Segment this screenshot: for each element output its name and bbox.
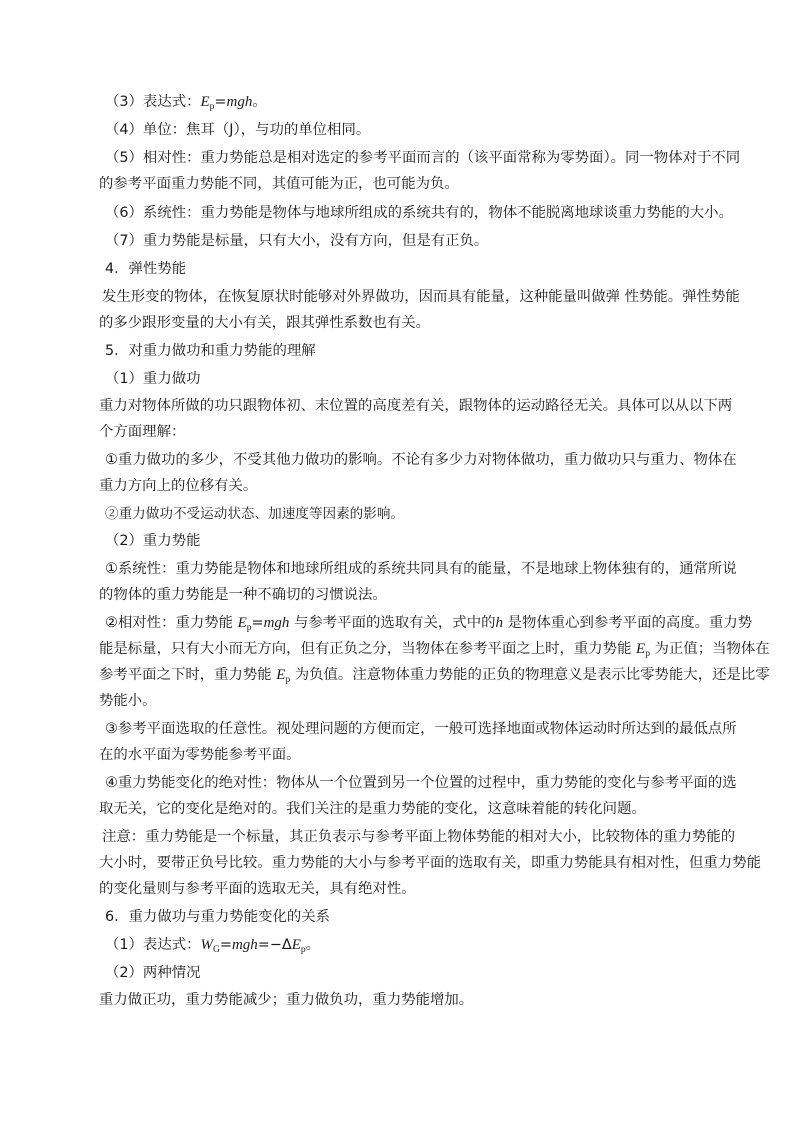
formula-ep-mgh: $E_p=mgh$ bbox=[237, 615, 290, 633]
section-6-expression: （1）表达式：$W_G=mgh=-\Delta E_p$。 bbox=[105, 937, 321, 955]
subsection-gravity-work: （1）重力做功 bbox=[105, 371, 201, 387]
item-4: （4）单位：焦耳（J），与功的单位相同。 bbox=[105, 122, 371, 138]
formula-wg: $W_G=mgh=-\Delta E_p$ bbox=[200, 937, 306, 955]
relativity-line-4: 势能小。 bbox=[99, 693, 157, 709]
system-line-1: ①系统性：重力势能是物体和地球所组成的系统共同具有的能量，不是地球上物体独有的，通常所说 bbox=[105, 561, 737, 577]
symbol-ep: $E_p$ bbox=[636, 641, 650, 659]
symbol-h: h bbox=[495, 615, 503, 631]
point-1-line-1: ①重力做功的多少，不受其他力做功的影响。不论有多少力对物体做功，重力做功只与重力、物体在 bbox=[105, 452, 737, 468]
subsection-potential-energy: （2）重力势能 bbox=[105, 533, 201, 549]
note-line-1: 注意：重力势能是一个标量，其正负表示与参考平面上物体势能的相对大小，比较物体的重力势能的 bbox=[102, 829, 736, 845]
section-6-heading: 6．重力做功与重力势能变化的关系 bbox=[105, 909, 331, 925]
note-line-2: 大小时，要带正负号比较。重力势能的大小与参考平面的选取有关，即重力势能具有相对性，但重力势能 bbox=[99, 855, 761, 871]
section-4-heading: 4．弹性势能 bbox=[105, 261, 187, 277]
relativity-line-2: 能是标量，只有大小而无方向，但有正负之分，当物体在参考平面之上时，重力势能 $E_p$ 为正值；当物体在 bbox=[99, 641, 770, 659]
system-line-2: 的物体的重力势能是一种不确切的习惯说法。 bbox=[99, 587, 387, 603]
item-6: （6）系统性：重力势能是物体与地球所组成的系统共有的，物体不能脱离地球谈重力势能的大小。 bbox=[105, 205, 733, 221]
section-4-body-line-2: 的多少跟形变量的大小有关，跟其弹性系数也有关。 bbox=[99, 315, 430, 331]
section-6-cases: （2）两种情况 bbox=[105, 965, 201, 981]
note-line-3: 的变化量则与参考平面的选取无关，具有绝对性。 bbox=[99, 881, 416, 897]
item-5-line-2: 的参考平面重力势能不同，其值可能为正，也可能为负。 bbox=[99, 176, 459, 192]
relativity-line-1: ②相对性：重力势能 $E_p=mgh$ 与参考平面的选取有关，式中的h 是物体重心到参考平面的高度。重力势 bbox=[105, 615, 753, 633]
formula-ep-mgh: $E_p=mgh$ bbox=[200, 94, 253, 112]
gravity-work-line-2: 个方面理解： bbox=[99, 424, 186, 440]
section-6-body: 重力做正功，重力势能减少；重力做负功，重力势能增加。 bbox=[99, 992, 474, 1008]
relativity-line-3: 参考平面之下时，重力势能 $E_p$ 为负值。注意物体重力势能的正负的物理意义是表示比零势能大，还是比零 bbox=[99, 667, 770, 685]
arbitrariness-line-1: ③参考平面选取的任意性。视处理问题的方便而定，一般可选择地面或物体运动时所达到的最低点所 bbox=[105, 721, 737, 737]
point-2: ②重力做功不受运动状态、加速度等因素的影响。 bbox=[105, 506, 405, 522]
absoluteness-line-1: ④重力势能变化的绝对性：物体从一个位置到另一个位置的过程中，重力势能的变化与参考平面的选 bbox=[105, 775, 737, 791]
arbitrariness-line-2: 在的水平面为零势能参考平面。 bbox=[99, 747, 301, 763]
item-7: （7）重力势能是标量，只有大小，没有方向，但是有正负。 bbox=[105, 233, 489, 249]
section-5-heading: 5．对重力做功和重力势能的理解 bbox=[105, 343, 316, 359]
item-5-line-1: （5）相对性：重力势能总是相对选定的参考平面而言的（该平面常称为零势面）。同一物体对于不同 bbox=[105, 150, 741, 166]
symbol-ep: $E_p$ bbox=[276, 667, 291, 685]
section-4-body-line-1: 发生形变的物体，在恢复原状时能够对外界做功，因而具有能量，这种能量叫做弹 性势能。弹性势能 bbox=[102, 289, 740, 305]
point-1-line-2: 重力方向上的位移有关。 bbox=[99, 478, 258, 494]
item-3: （3）表达式：$E_p=mgh$。 bbox=[105, 94, 267, 112]
gravity-work-line-1: 重力对物体所做的功只跟物体初、末位置的高度差有关，跟物体的运动路径无关。具体可以从以下两 bbox=[99, 398, 733, 414]
absoluteness-line-2: 取无关，它的变化是绝对的。我们关注的是重力势能的变化，这意味着能的转化问题。 bbox=[99, 801, 646, 817]
